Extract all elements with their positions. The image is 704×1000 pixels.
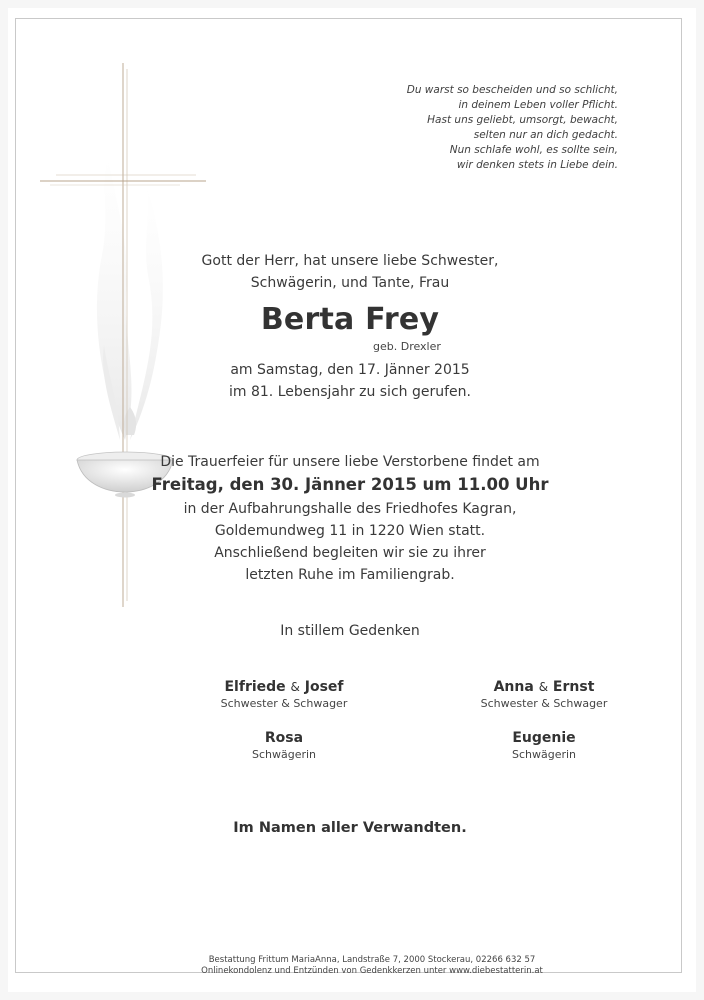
mourner-relation: Schwägerin (511, 748, 577, 761)
mourner-relation: Schwester & Schwager (480, 697, 608, 710)
ampersand: & (290, 680, 300, 694)
intro-line: Schwägerin, und Tante, Frau (250, 275, 450, 291)
mourner-entry (189, 678, 379, 712)
mourner-relation: Schwägerin (251, 748, 317, 761)
poem-line: in deinem Leben voller Pflicht. (458, 99, 618, 111)
deceased-name: Berta Frey (260, 302, 440, 337)
mourner-entry (189, 729, 379, 763)
mourner-names (189, 729, 379, 747)
birth-name: geb. Drexler (373, 340, 441, 353)
poem-line: wir denken stets in Liebe dein. (456, 159, 618, 171)
mourner-entry (449, 678, 639, 712)
intro-line: Gott der Herr, hat unsere liebe Schwester, (201, 253, 499, 269)
ampersand: & (538, 680, 549, 694)
mourner-name: Anna (493, 679, 534, 695)
death-date-line: am Samstag, den 17. Jänner 2015 (230, 362, 470, 378)
mourner-name: Josef (304, 679, 344, 695)
mourner-names (449, 729, 639, 747)
announcement-intro (140, 250, 560, 294)
poem-line: Hast uns geliebt, umsorgt, bewacht, (427, 114, 618, 126)
funeral-detail-line: Goldemundweg 11 in 1220 Wien statt. (214, 523, 486, 539)
funeral-intro: Die Trauerfeier für unsere liebe Verstorbene findet am (160, 454, 540, 470)
poem-line: Du warst so bescheiden und so schlicht, (406, 84, 618, 96)
death-age-line: im 81. Lebensjahr zu sich gerufen. (229, 384, 471, 400)
footer-website: Onlinekondolenz und Entzünden von Gedenkkerzen unter www.diebestatterin.at (201, 965, 543, 976)
remembrance-line: In stillem Gedenken (280, 623, 420, 639)
mourner-name: Elfriede (224, 679, 286, 695)
mourner-name: Eugenie (512, 730, 576, 746)
mourner-name: Rosa (264, 730, 304, 746)
funeral-detail-line: Anschließend begleiten wir sie zu ihrer (214, 545, 486, 561)
poem-line: selten nur an dich gedacht. (473, 129, 618, 141)
poem-verse (340, 83, 618, 173)
poem-line: Nun schlafe wohl, es sollte sein, (449, 144, 618, 156)
funeral-date: Freitag, den 30. Jänner 2015 um 11.00 Uhr (151, 475, 549, 494)
funeral-detail-line: in der Aufbahrungshalle des Friedhofes Kagran, (183, 501, 517, 517)
mourner-names (189, 678, 379, 696)
mourner-entry (449, 729, 639, 763)
mourner-names (449, 678, 639, 696)
funeral-detail-line: letzten Ruhe im Familiengrab. (245, 567, 455, 583)
mourner-relation: Schwester & Schwager (220, 697, 348, 710)
funeral-home-footer (170, 955, 574, 976)
mourner-name: Ernst (552, 679, 595, 695)
closing-line: Im Namen aller Verwandten. (233, 820, 467, 836)
death-notice (140, 359, 560, 403)
footer-address: Bestattung Frittum MariaAnna, Landstraße 7, 2000 Stockerau, 02266 632 57 (208, 955, 536, 965)
funeral-details (140, 498, 560, 586)
